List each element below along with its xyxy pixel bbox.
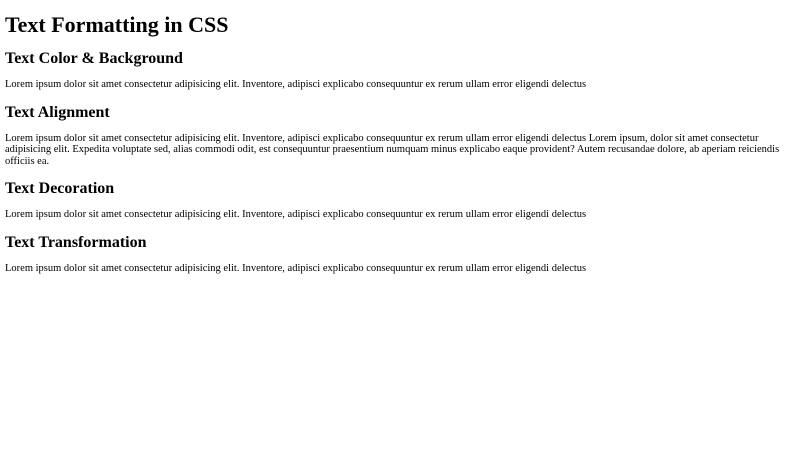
section-heading: Text Decoration xyxy=(5,180,115,197)
section-heading: Text Transformation xyxy=(5,233,147,251)
section-paragraph: Lorem ipsum dolor sit amet consectetur adipisicing elit. Inventore, adipisci explicabo consequuntur ex rerum ullam error eligendi delectus xyxy=(5,262,587,274)
section-text-decoration xyxy=(5,179,795,221)
section-paragraph: Lorem ipsum dolor sit amet consectetur adipisicing elit. Inventore, adipisci explicabo consequuntur ex rerum ullam error eligendi delectus xyxy=(5,209,587,220)
section-paragraph: Lorem ipsum dolor sit amet consectetur adipisicing elit. Inventore, adipisci explicabo consequuntur ex rerum ullam error eligendi delectus Lorem ipsum, dolor sit amet consectetur adipisicing elit. Expedita voluptate sed, alias commodi odit, est consequuntur praesentium numquam minus explicabo eaque provident? Autem recusandae dolore, ab aperiam reiciendis officiis ea. xyxy=(5,132,780,167)
section-heading: Text Alignment xyxy=(5,103,110,121)
section-heading: Text Color & Background xyxy=(5,50,183,67)
section-paragraph: Lorem ipsum dolor sit amet consectetur adipisicing elit. Inventore, adipisci explicabo consequuntur ex rerum ullam error eligendi delectus xyxy=(5,79,587,90)
page-content xyxy=(0,12,800,274)
section-text-alignment xyxy=(5,103,795,168)
section-text-color-background xyxy=(5,49,795,91)
page-title: Text Formatting in CSS xyxy=(5,12,229,37)
section-text-transformation xyxy=(5,233,795,275)
